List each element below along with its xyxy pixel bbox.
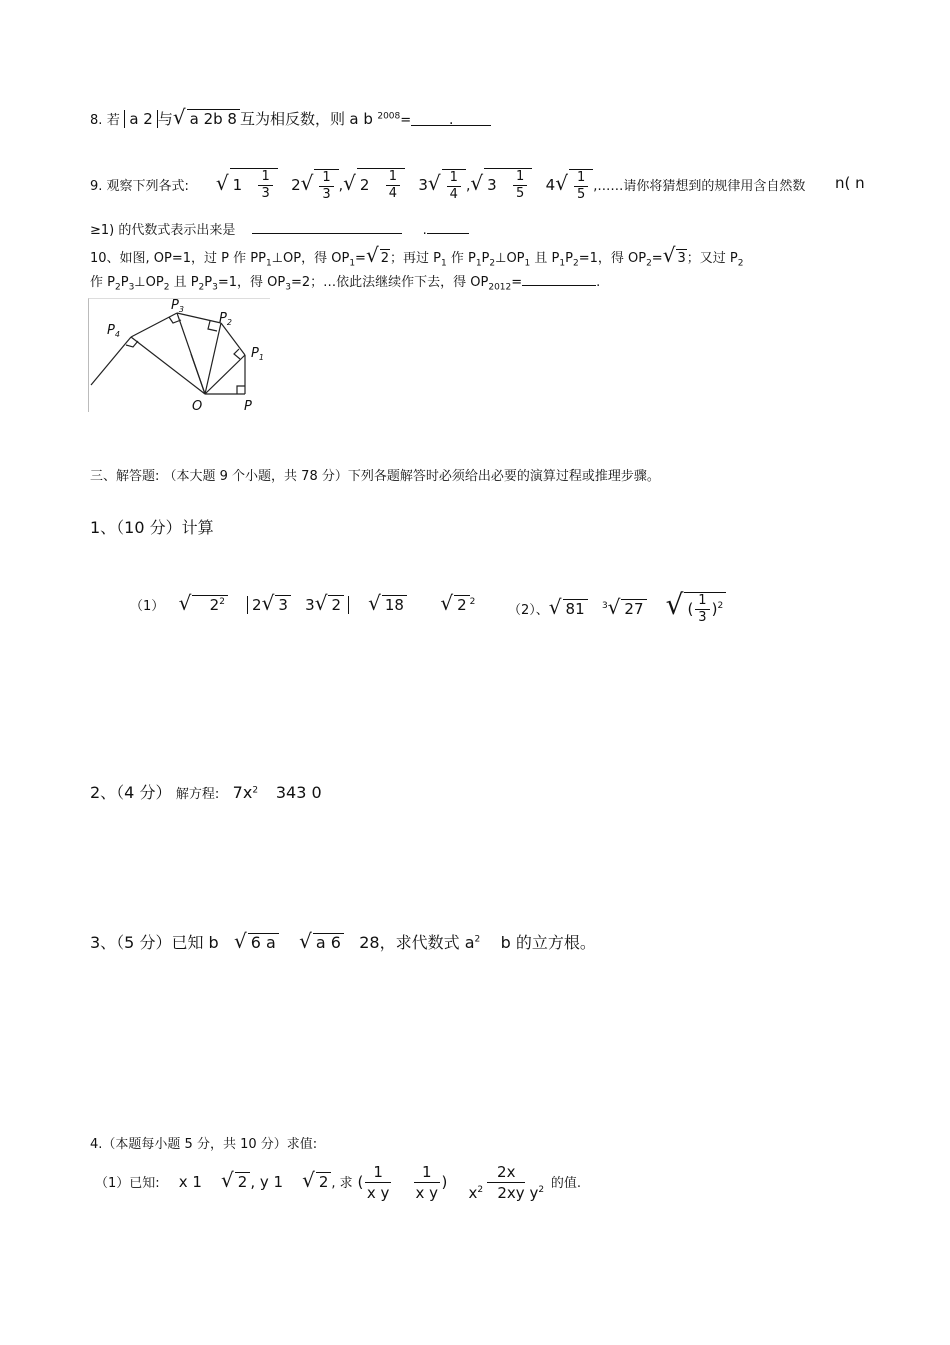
q10-sub: 2: [572, 258, 579, 269]
q10-sub: 1: [440, 258, 447, 269]
q10-l2-i: =: [511, 275, 523, 290]
q9-t5-int: 3: [487, 176, 497, 194]
p1-a-rad1-val: 2: [209, 596, 220, 614]
p1-b-frac: [695, 593, 709, 626]
q9-t5-num: 1: [513, 169, 527, 186]
q10-sub: 2: [489, 258, 496, 269]
q10-r3: 3: [677, 251, 686, 266]
q9-t5-den: 5: [516, 186, 525, 201]
problem-4-part-1: [95, 1162, 581, 1203]
q8-rad-expr: a 2b 8: [187, 109, 240, 128]
q8-tail: 互为相反数，则: [239, 110, 345, 128]
q10-answer-blank[interactable]: [522, 271, 596, 286]
q9-answer-blank-2[interactable]: [427, 219, 469, 234]
problem-2: [90, 784, 322, 804]
q9-t2-num: 1: [319, 170, 333, 187]
p1-a-abs: [247, 591, 349, 615]
p2-exp: 2: [252, 785, 259, 796]
p1-b-den: 3: [698, 610, 707, 625]
right-angle-mark: [208, 321, 217, 331]
q10-sub: 1: [475, 258, 482, 269]
sqrt-icon: √: [365, 243, 379, 267]
q8-dot: .: [448, 112, 454, 128]
q9-t2-den: 3: [322, 186, 331, 202]
q10-sub: 3: [285, 282, 291, 293]
sqrt-icon: √: [368, 591, 381, 615]
q8-eq: =: [400, 113, 412, 128]
q9-t1-num: 1: [258, 169, 272, 186]
sqrt-icon: √: [178, 591, 192, 615]
p4-f3-den-b: 2xy y: [497, 1184, 539, 1202]
p2-expr: 7x: [232, 783, 253, 802]
p4-y: , y 1: [250, 1173, 284, 1191]
q10-r2: 2: [380, 251, 389, 266]
q10-l1-j: =1，得 OP: [578, 251, 647, 266]
q10-sub: 1: [559, 258, 566, 269]
problem-3: [90, 929, 596, 953]
q8-mid: 与: [157, 110, 173, 128]
q10-l1-d: ；再过 P: [389, 251, 441, 266]
p1-a-exp: 2: [219, 597, 225, 607]
p3-title: 3、（5 分）已知 b: [90, 933, 219, 952]
q9-var: n( n: [835, 174, 865, 192]
q9-t6-num: 1: [574, 170, 588, 187]
q9-coef-4: 4: [545, 176, 556, 194]
p4-end: 的值.: [550, 1176, 581, 1191]
p4-ry: 2: [316, 1172, 332, 1191]
p4-f3-den-exp1: 2: [477, 1185, 484, 1195]
q10-sub: 2: [737, 258, 744, 269]
label-P3: $P_3$: [171, 299, 184, 314]
q10-sub: 3: [128, 282, 135, 293]
sqrt-icon: √: [299, 929, 312, 953]
q9-answer-blank[interactable]: [252, 219, 402, 234]
p4-frac-3: [468, 1162, 544, 1203]
problem-1-part-2: [508, 588, 726, 626]
q9-term-6: [569, 169, 593, 203]
q10-l1-a: 10、如图, OP=1，过 P 作 PP: [90, 251, 266, 266]
sqrt-icon: √: [427, 171, 441, 195]
q9-term-3: [357, 168, 405, 202]
cube-root-icon: √: [607, 595, 621, 619]
p1-b-paren-r: ): [711, 600, 718, 618]
p2-lead: 解方程:: [175, 787, 220, 802]
q10-sub-2012: 2012: [488, 282, 512, 293]
p4-f1-num: 1: [365, 1162, 391, 1183]
q8-ab: a b: [349, 110, 373, 128]
q10-l2-a: 作 P: [90, 275, 115, 290]
q9-t3-den: 4: [388, 186, 397, 201]
problem-1-part-1: [130, 592, 475, 620]
sqrt-icon: √: [662, 243, 676, 267]
label-P1: $P_1$: [251, 346, 264, 362]
q10-sub: 1: [265, 258, 272, 269]
p1-b-paren-l: (: [687, 600, 694, 618]
sqrt-icon: √: [300, 171, 314, 195]
q9-term-5: [484, 168, 532, 202]
q9-coef-2: 2: [291, 176, 301, 194]
q9-tail: ,……请你将猜想到的规律用含自然数: [593, 179, 806, 194]
q9-t2-frac: [319, 170, 333, 203]
q10-l1-c: =: [355, 251, 366, 266]
p3-exp: 2: [474, 934, 481, 945]
label-O: O: [192, 399, 203, 412]
label-P: P: [244, 399, 252, 412]
p1-b-exp: 2: [717, 601, 724, 611]
q10-l1-h: 且 P: [530, 251, 560, 266]
section-3-heading: 三、解答题: （本大题 9 个小题，共 78 分）下列各题解答时必须给出必要的演算过程或推理步骤。: [90, 469, 660, 484]
sqrt-icon: √: [665, 588, 684, 621]
sqrt-icon: √: [302, 1168, 315, 1192]
q8-abs-expr: a 2: [124, 110, 158, 128]
p1-b-r81: 81: [563, 599, 588, 618]
q8-lead: 若: [106, 113, 120, 128]
p1-a-abs1: 2: [252, 596, 262, 614]
q10-l1-g: ⊥OP: [495, 251, 525, 266]
q8-number: 8.: [90, 113, 103, 128]
p1-b-r27: 27: [621, 599, 646, 618]
q10-l2-g: =2；…依此法继续作下去，得 OP: [290, 275, 489, 290]
seg-P4-next: [91, 337, 131, 385]
q9-t4-num: 1: [447, 170, 461, 187]
p4-f3-den: [468, 1183, 544, 1203]
q9-t1-int: 1: [232, 176, 243, 194]
q10-sub: 1: [349, 258, 356, 269]
sqrt-icon: √: [548, 595, 562, 619]
question-9: [90, 168, 805, 203]
right-angle-mark: [237, 386, 245, 394]
question-8: [90, 105, 491, 130]
q9-t4-den: 4: [449, 186, 458, 202]
p1-b-rad3: [684, 592, 726, 626]
q9-line-2: [90, 219, 469, 240]
p4-open: (: [357, 1173, 364, 1191]
q9-label: 9. 观察下列各式:: [90, 179, 189, 194]
q9-term-2: [314, 169, 338, 203]
q10-figure: [88, 298, 270, 412]
p4-f2-num: 1: [414, 1162, 440, 1183]
p2-rest: 343 0: [275, 783, 322, 802]
p1-a-rad1: [192, 595, 228, 614]
sqrt-icon: √: [233, 929, 247, 953]
p4-close: ): [441, 1173, 448, 1191]
q10-sub: 2: [163, 282, 170, 293]
q9-t3-frac: [386, 169, 400, 202]
q9-term-4: [442, 169, 466, 203]
q10-sub: 1: [524, 258, 531, 269]
q9-sep: ,: [338, 178, 344, 194]
sqrt-icon: √: [470, 171, 484, 195]
q9-t5-frac: [513, 169, 527, 202]
q9-t1-frac: [258, 169, 272, 202]
sqrt-icon: √: [221, 1168, 234, 1192]
label-P4: $P_4$: [107, 323, 120, 339]
p1-a-r18: 18: [382, 595, 407, 614]
sqrt-icon: √: [215, 171, 229, 195]
q9-t6-den: 5: [576, 186, 586, 202]
seg-P1P2: [221, 323, 245, 355]
p4-rx: 2: [235, 1172, 251, 1191]
q10-l1-l: ；又过 P: [686, 251, 738, 266]
q9-t3-int: 2: [359, 176, 370, 194]
p4-sub1: （1）已知:: [95, 1176, 160, 1191]
q9-sep: ,: [465, 178, 471, 194]
right-angle-mark: [234, 349, 240, 359]
seg-OP4: [131, 337, 205, 394]
q10-line-1: [90, 243, 744, 269]
sqrt-icon: √: [261, 591, 275, 615]
p4-x: x 1: [178, 1173, 202, 1191]
p1-b-num: 1: [695, 593, 709, 610]
q10-sub: 2: [114, 282, 121, 293]
q10-l2-b: P: [120, 275, 129, 290]
q9-t1-den: 3: [261, 186, 270, 201]
q9-t3-num: 1: [386, 169, 400, 186]
p3-r2: a 6: [313, 933, 344, 952]
p1-a-abs2: 3: [305, 596, 315, 614]
p4-frac-1: [365, 1162, 391, 1203]
q10-sub: 3: [212, 282, 218, 293]
p4-f2-den: x y: [415, 1184, 438, 1202]
p4-f3-den-exp2: 2: [538, 1185, 545, 1195]
seg-OP2: [205, 323, 221, 394]
q9-term-1: [230, 168, 278, 202]
q10-l1-b: ⊥OP，得 OP: [271, 251, 350, 266]
spiral-diagram: [89, 299, 270, 412]
p4-f3-den-a: x: [468, 1184, 478, 1202]
q10-l2-j: .: [596, 275, 601, 290]
q8-exponent: 2008: [377, 111, 401, 122]
q8-answer-blank[interactable]: [411, 111, 491, 126]
sqrt-icon: √: [343, 171, 356, 195]
sqrt-icon: √: [440, 591, 454, 615]
q10-l1-e: 作 P: [446, 251, 476, 266]
p2-title: 2、（4 分）: [90, 783, 172, 802]
label-P2: $P_2$: [219, 311, 232, 327]
p3-a: a: [464, 933, 475, 952]
q10-sub: 2: [198, 282, 205, 293]
q10-l1-k: =: [651, 251, 663, 266]
q9-dot: .: [422, 223, 427, 238]
p3-tail: 28，求代数式: [359, 933, 460, 952]
problem-1-title: 1、（10 分）计算: [90, 518, 214, 537]
seg-P2P3: [177, 313, 221, 323]
p3-end: b 的立方根。: [500, 933, 596, 952]
q9-coef-3: 3: [418, 176, 428, 194]
q10-l2-e: P: [204, 275, 213, 290]
p4-f1-den: x y: [366, 1184, 390, 1202]
p1-b-label: （2）、: [508, 603, 549, 618]
q10-l2-f: =1，得 OP: [217, 275, 286, 290]
p4-ask: , 求: [331, 1176, 353, 1191]
right-angle-mark: [126, 341, 138, 347]
q10-sub: 2: [646, 258, 652, 269]
sqrt-icon: √: [555, 171, 568, 195]
p1-a-exp2: 2: [469, 597, 476, 607]
q9-line2-text: ≥1) 的代数式表示出来是: [90, 223, 236, 238]
q10-line-2: [90, 271, 600, 292]
p1-b-cube-index: 3: [601, 601, 608, 611]
q9-t6-frac: [574, 170, 588, 203]
p1-a-r2b: 2: [454, 595, 470, 614]
p1-a-label: （1）: [130, 599, 165, 614]
seg-OP1: [205, 355, 245, 394]
problem-4-title: 4.（本题每小题 5 分，共 10 分）求值:: [90, 1137, 318, 1152]
p4-frac-2: [414, 1162, 440, 1203]
p4-f3-num: 2x: [487, 1162, 525, 1183]
sqrt-icon: √: [172, 105, 186, 129]
q10-l1-f: P: [481, 251, 490, 266]
p3-r1: 6 a: [248, 933, 279, 952]
q10-l2-c: ⊥OP: [134, 275, 164, 290]
sqrt-icon: √: [314, 591, 328, 615]
seg-P3P4: [131, 313, 177, 337]
q10-l2-d: 且 P: [169, 275, 199, 290]
q10-l1-i: P: [565, 251, 573, 266]
p1-a-r3: 3: [275, 595, 291, 614]
p1-a-r2: 2: [328, 595, 344, 614]
q9-t4-frac: [447, 170, 461, 203]
